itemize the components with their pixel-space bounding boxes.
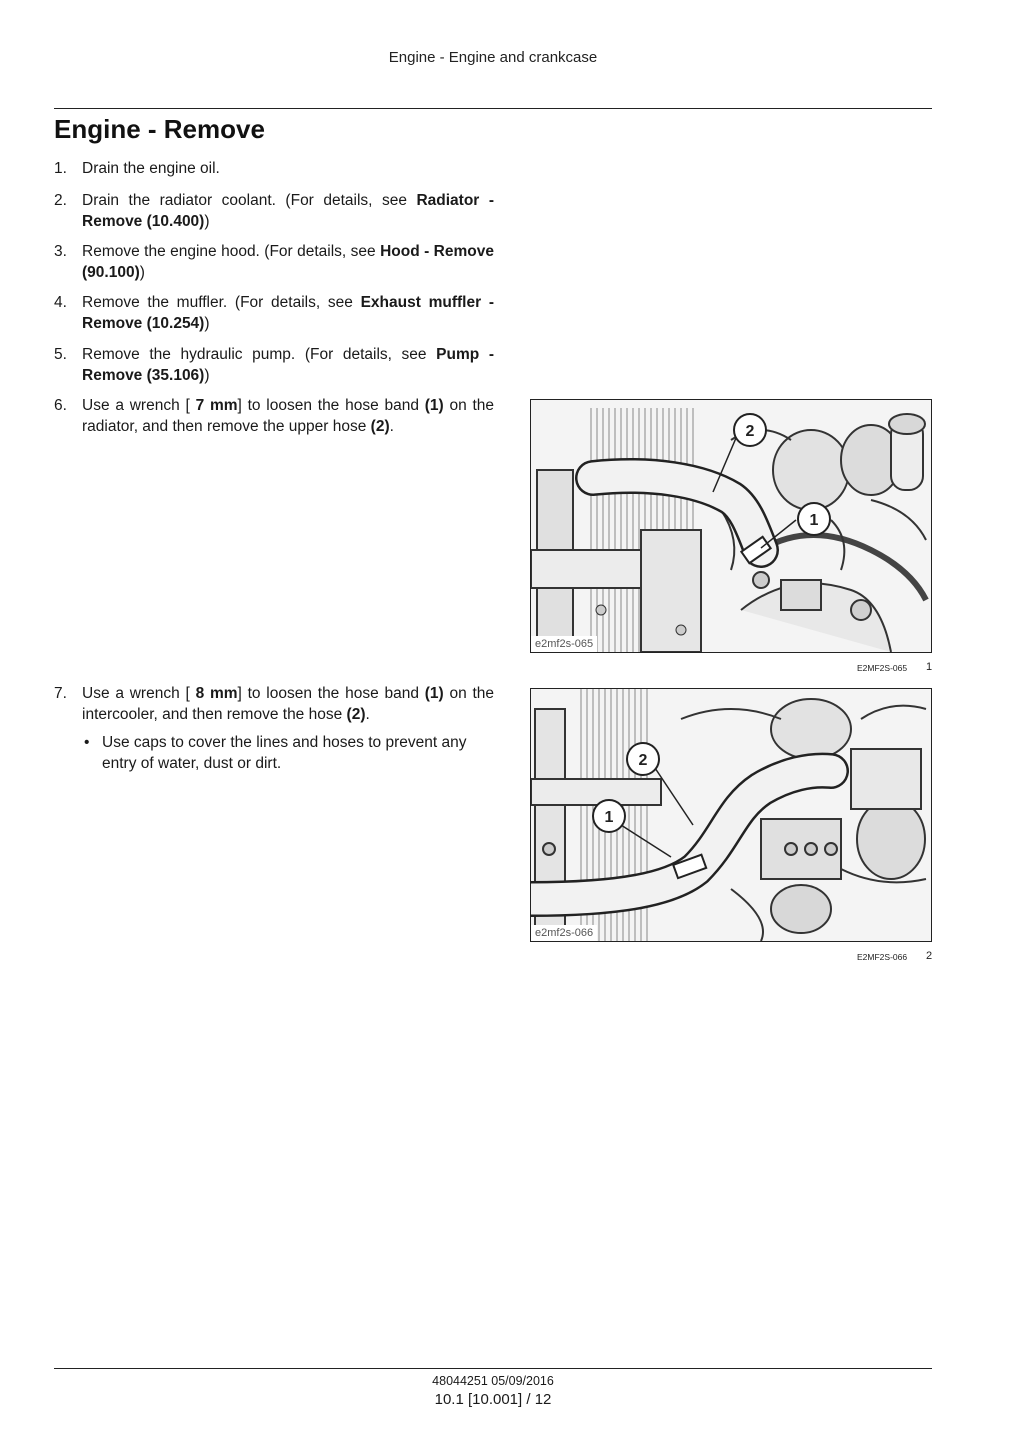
step-number: 3. bbox=[54, 243, 67, 260]
cross-reference-link[interactable]: Exhaust muffler - Remove (10.254) bbox=[82, 294, 494, 332]
step-text: Drain the radiator coolant. (For details, see Radiator - Remove (10.400)) bbox=[82, 192, 495, 230]
page-title: Engine - Remove bbox=[54, 114, 265, 144]
step-text: Drain the engine oil. bbox=[82, 160, 220, 177]
step-text: Remove the engine hood. (For details, see Hood - Remove (90.100)) bbox=[82, 243, 494, 281]
footer-rule bbox=[54, 1368, 932, 1369]
cross-reference-link[interactable]: Pump - Remove (35.106) bbox=[82, 346, 495, 384]
cross-reference-link[interactable]: Radiator - Remove (10.400) bbox=[82, 192, 495, 230]
step-1 bbox=[54, 159, 494, 180]
step-number: 6. bbox=[54, 397, 67, 414]
step-number: 1. bbox=[54, 160, 67, 177]
footer-page-number: 10.1 [10.001] / 12 bbox=[434, 1391, 552, 1408]
step-text: Remove the hydraulic pump. (For details, see Pump - Remove (35.106)) bbox=[82, 346, 495, 384]
figure-radiator-hose bbox=[530, 399, 932, 653]
callout-1: 1 bbox=[809, 512, 819, 529]
step-2 bbox=[54, 191, 494, 232]
engine-intercooler-illustration bbox=[531, 689, 931, 941]
figure-intercooler-hose bbox=[530, 688, 932, 942]
step-7 bbox=[54, 684, 494, 774]
engine-radiator-illustration bbox=[531, 400, 931, 652]
step-6 bbox=[54, 396, 494, 437]
figure-number: 2 bbox=[926, 950, 933, 962]
step-5 bbox=[54, 345, 494, 386]
header-rule bbox=[54, 108, 932, 109]
step-number: 2. bbox=[54, 192, 67, 209]
step-number: 7. bbox=[54, 685, 67, 702]
figure-caption: E2MF2S-066 bbox=[857, 952, 908, 962]
note-bullet bbox=[82, 733, 494, 774]
step-4 bbox=[54, 293, 494, 334]
footer-doc-info: 48044251 05/09/2016 bbox=[432, 1374, 554, 1388]
step-text: Remove the muffler. (For details, see Exhaust muffler - Remove (10.254)) bbox=[82, 294, 494, 332]
cross-reference-link[interactable]: Hood - Remove (90.100) bbox=[82, 243, 494, 281]
step-number: 5. bbox=[54, 346, 67, 363]
callout-2: 2 bbox=[638, 752, 648, 769]
figure-caption: E2MF2S-065 bbox=[857, 663, 908, 673]
step-text: Use a wrench [ 7 mm] to loosen the hose band (1) on the radiator, and then remove the upper hose (2). bbox=[82, 397, 495, 435]
running-header: Engine - Engine and crankcase bbox=[388, 49, 598, 66]
image-code: e2mf2s-066 bbox=[535, 927, 594, 939]
bullet-text: Use caps to cover the lines and hoses to prevent any entry of water, dust or dirt. bbox=[102, 734, 467, 772]
figure-number: 1 bbox=[926, 661, 933, 673]
step-3 bbox=[54, 242, 494, 283]
callout-1: 1 bbox=[604, 809, 614, 826]
callout-2: 2 bbox=[745, 423, 755, 440]
step-number: 4. bbox=[54, 294, 67, 311]
image-code: e2mf2s-065 bbox=[535, 638, 594, 650]
bullet-mark: • bbox=[84, 734, 90, 751]
step-text: Use a wrench [ 8 mm] to loosen the hose band (1) on the intercooler, and then remove the hose (2). bbox=[82, 685, 495, 723]
